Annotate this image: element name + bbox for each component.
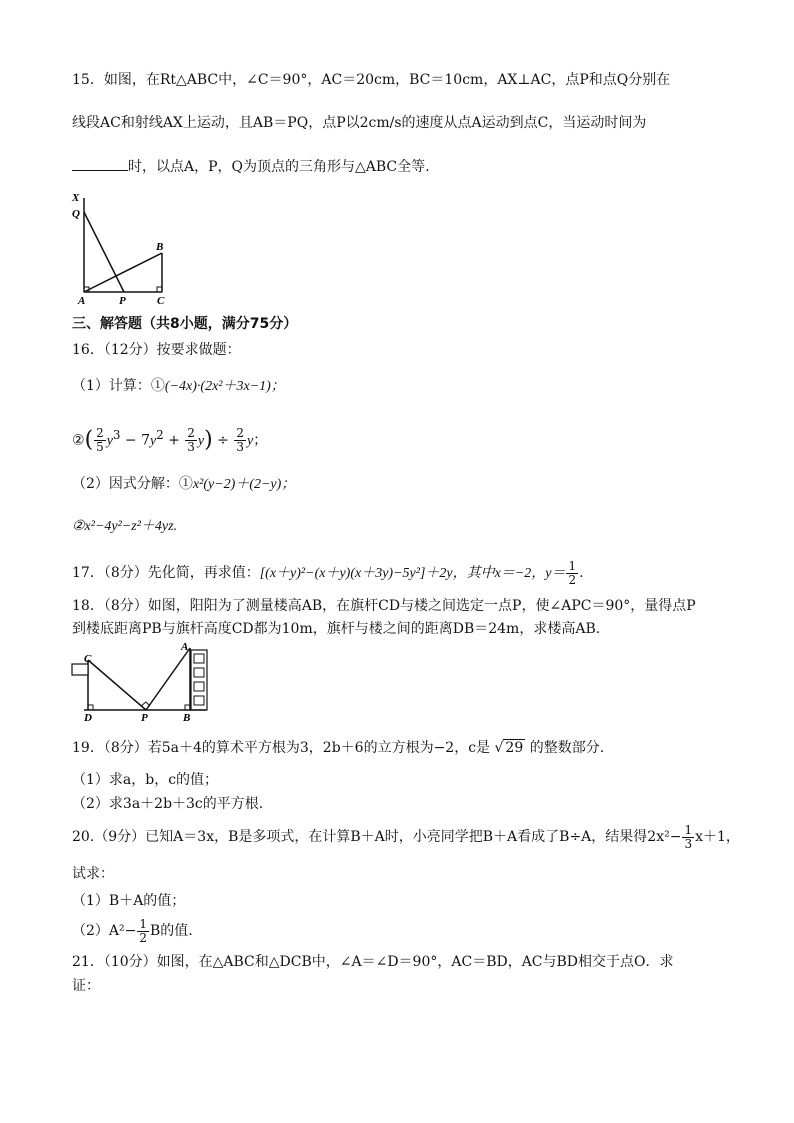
q15-figure	[66, 190, 176, 308]
q19-part1: （1）求a，b，c的值；	[72, 772, 219, 788]
q21-line2: 证：	[72, 978, 100, 994]
label-a: A	[181, 641, 189, 653]
q20-part2: （2）A²− $\frac{1}{2}$ B的值.	[72, 916, 193, 945]
q16-part1	[72, 376, 285, 397]
q20-line2: 试求：	[72, 866, 114, 882]
q18-figure	[70, 640, 215, 722]
q19-line1-b: 的整数部分.	[529, 740, 605, 756]
q17-text: 17．（8分）先化简，再求值：	[72, 565, 260, 581]
q15-line1: 15．如图，在Rt△ABC中，∠C＝90°，AC＝20cm，BC＝10cm，AX⊥AC，点P和点Q分别在	[72, 72, 671, 88]
q16-part1-label: （1）计算：①	[72, 378, 165, 394]
q19-part2: （2）求3a＋2b＋3c的平方根.	[72, 796, 264, 812]
q18-line2: 到楼底距离PB与旗杆高度CD都为10m，旗杆与楼之间的距离DB＝24m，求楼高AB.	[72, 621, 601, 637]
label-p: P	[141, 712, 148, 722]
q20-part2-a: （2）A²−	[72, 923, 137, 939]
q20-line1: 20.（9分）已知A＝3x，B是多项式，在计算B＋A时，小亮同学把B＋A看成了B÷A，结果得2x²− $\frac{1}{3}$ x＋1，	[72, 822, 740, 851]
label-b: B	[156, 241, 164, 253]
label-p: P	[119, 295, 126, 307]
q20-line1-text: 20.（9分）已知A＝3x，B是多项式，在计算B＋A时，小亮同学把B＋A看成了B÷A，结果得2x²−	[72, 829, 682, 845]
q17-line: 17．（8分）先化简，再求值：[(x＋y)²−(x＋y)(x＋3y)−5y²]＋2y，其中x＝−2，y＝ $\frac{1}{2}$ .	[72, 558, 584, 587]
q16-part3-expr: x²(y−2)＋(2−y)；	[192, 477, 296, 492]
q16-part2-label: ②	[72, 432, 85, 449]
answer-blank	[72, 156, 128, 171]
q16-part1-expr: (−4x)·(2x²＋3x−1)；	[164, 379, 285, 394]
section-title: 三、解答题（共8小题，满分75分）	[72, 316, 298, 332]
q16-divide: ÷	[217, 432, 229, 449]
label-b: B	[183, 712, 191, 722]
q16-part3	[72, 474, 295, 495]
q16-header: 16．（12分）按要求做题：	[72, 342, 241, 358]
q16-part4: ②x²−4y²−z²＋4yz.	[72, 519, 178, 534]
q20-part1: （1）B＋A的值；	[72, 893, 186, 909]
q19-line1: 19．（8分）若5a＋4的算术平方根为3，2b＋6的立方根为−2，c是 √ 29 的整数部分.	[72, 740, 605, 756]
q18-line1: 18．（8分）如图，阳阳为了测量楼高AB，在旗杆CD与楼之间选定一点P，使∠APC＝90°，量得点P	[72, 598, 696, 614]
q19-line1-a: 19．（8分）若5a＋4的算术平方根为3，2b＋6的立方根为−2，c是	[72, 740, 491, 756]
q21-line1: 21．（10分）如图，在△ABC和△DCB中，∠A＝∠D＝90°，AC＝BD，AC与BD相交于点O．求	[72, 954, 674, 970]
label-x: X	[72, 192, 80, 204]
q16-part3-label: （2）因式分解：①	[72, 476, 193, 492]
label-a: A	[78, 295, 86, 307]
label-q: Q	[72, 208, 80, 220]
label-d: D	[84, 712, 92, 722]
q17-expr: [(x＋y)²−(x＋y)(x＋3y)−5y²]＋2y，其中x＝−2，y＝	[259, 566, 566, 581]
q20-line1-end: x＋1，	[695, 829, 740, 845]
label-c: C	[84, 653, 92, 665]
q15-line3-text: 时，以点A，P，Q为顶点的三角形与△ABC全等.	[128, 159, 430, 175]
label-c: C	[157, 295, 165, 307]
q20-part2-b: B的值.	[150, 923, 193, 939]
q15-line2: 线段AC和射线AX上运动，且AB＝PQ，点P以2cm/s的速度从点A运动到点C，当运动时间为	[72, 115, 647, 131]
q19-root: 29	[505, 740, 524, 756]
q15-line3	[72, 156, 430, 177]
q16-part2: ②( $\frac{2}{5}$ $y^3 - 7y^2$ + $\frac{2}{3}$ y) ÷ $\frac{2}{3}$ y；	[72, 426, 268, 455]
